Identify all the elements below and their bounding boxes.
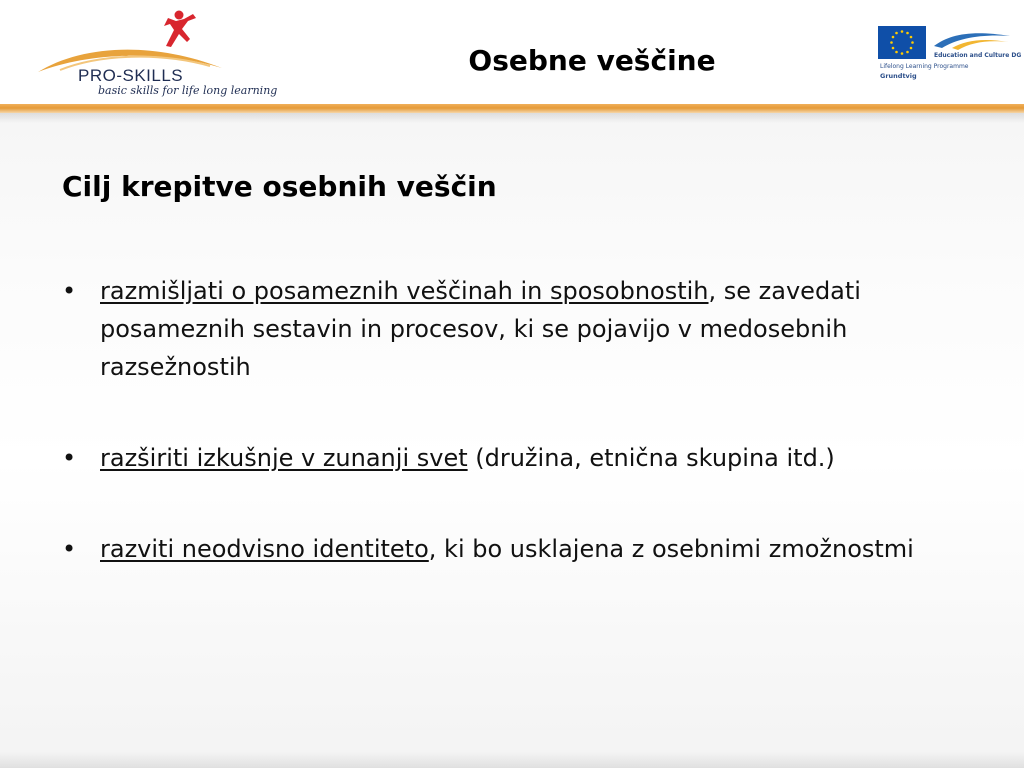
llp-bird-icon bbox=[932, 28, 1012, 50]
bullet-item bbox=[62, 530, 982, 568]
header-shadow bbox=[0, 113, 1024, 123]
pro-skills-logo bbox=[30, 6, 278, 102]
logo-tagline: basic skills for life long learning bbox=[98, 84, 278, 97]
header-accent-line bbox=[0, 104, 1024, 113]
slide-header bbox=[0, 0, 1024, 106]
bullet-underlined-text: razviti neodvisno identiteto bbox=[100, 535, 429, 563]
bullet-marker: • bbox=[62, 444, 77, 472]
eu-flag-icon bbox=[878, 26, 926, 59]
slide-title: Osebne veščine bbox=[468, 44, 716, 77]
eu-llp-label: Lifelong Learning Programme bbox=[880, 63, 969, 70]
eu-lifelong-learning-logo bbox=[878, 26, 1022, 88]
bullet-list bbox=[62, 272, 982, 621]
bottom-shade bbox=[0, 752, 1024, 768]
content-heading: Cilj krepitve osebnih veščin bbox=[62, 170, 497, 203]
logo-name: PRO-SKILLS bbox=[78, 66, 184, 85]
figure-icon bbox=[164, 11, 196, 48]
bullet-marker: • bbox=[62, 277, 77, 305]
eu-dg-label: Education and Culture DG bbox=[934, 52, 1022, 59]
bullet-text: , se zavedati posameznih sestavin in procesov, ki se pojavijo v medosebnih razsežnostih bbox=[100, 277, 861, 381]
bullet-underlined-text: razmišljati o posameznih veščinah in sposobnostih bbox=[100, 277, 709, 305]
bullet-item bbox=[62, 439, 982, 477]
eu-program-label: Grundtvig bbox=[880, 72, 917, 80]
bullet-text: , ki bo usklajena z osebnimi zmožnostmi bbox=[428, 535, 914, 563]
bullet-marker: • bbox=[62, 535, 77, 563]
bullet-underlined-text: razširiti izkušnje v zunanji svet bbox=[100, 444, 468, 472]
bullet-item bbox=[62, 272, 982, 386]
bullet-text: (družina, etnična skupina itd.) bbox=[467, 444, 835, 472]
